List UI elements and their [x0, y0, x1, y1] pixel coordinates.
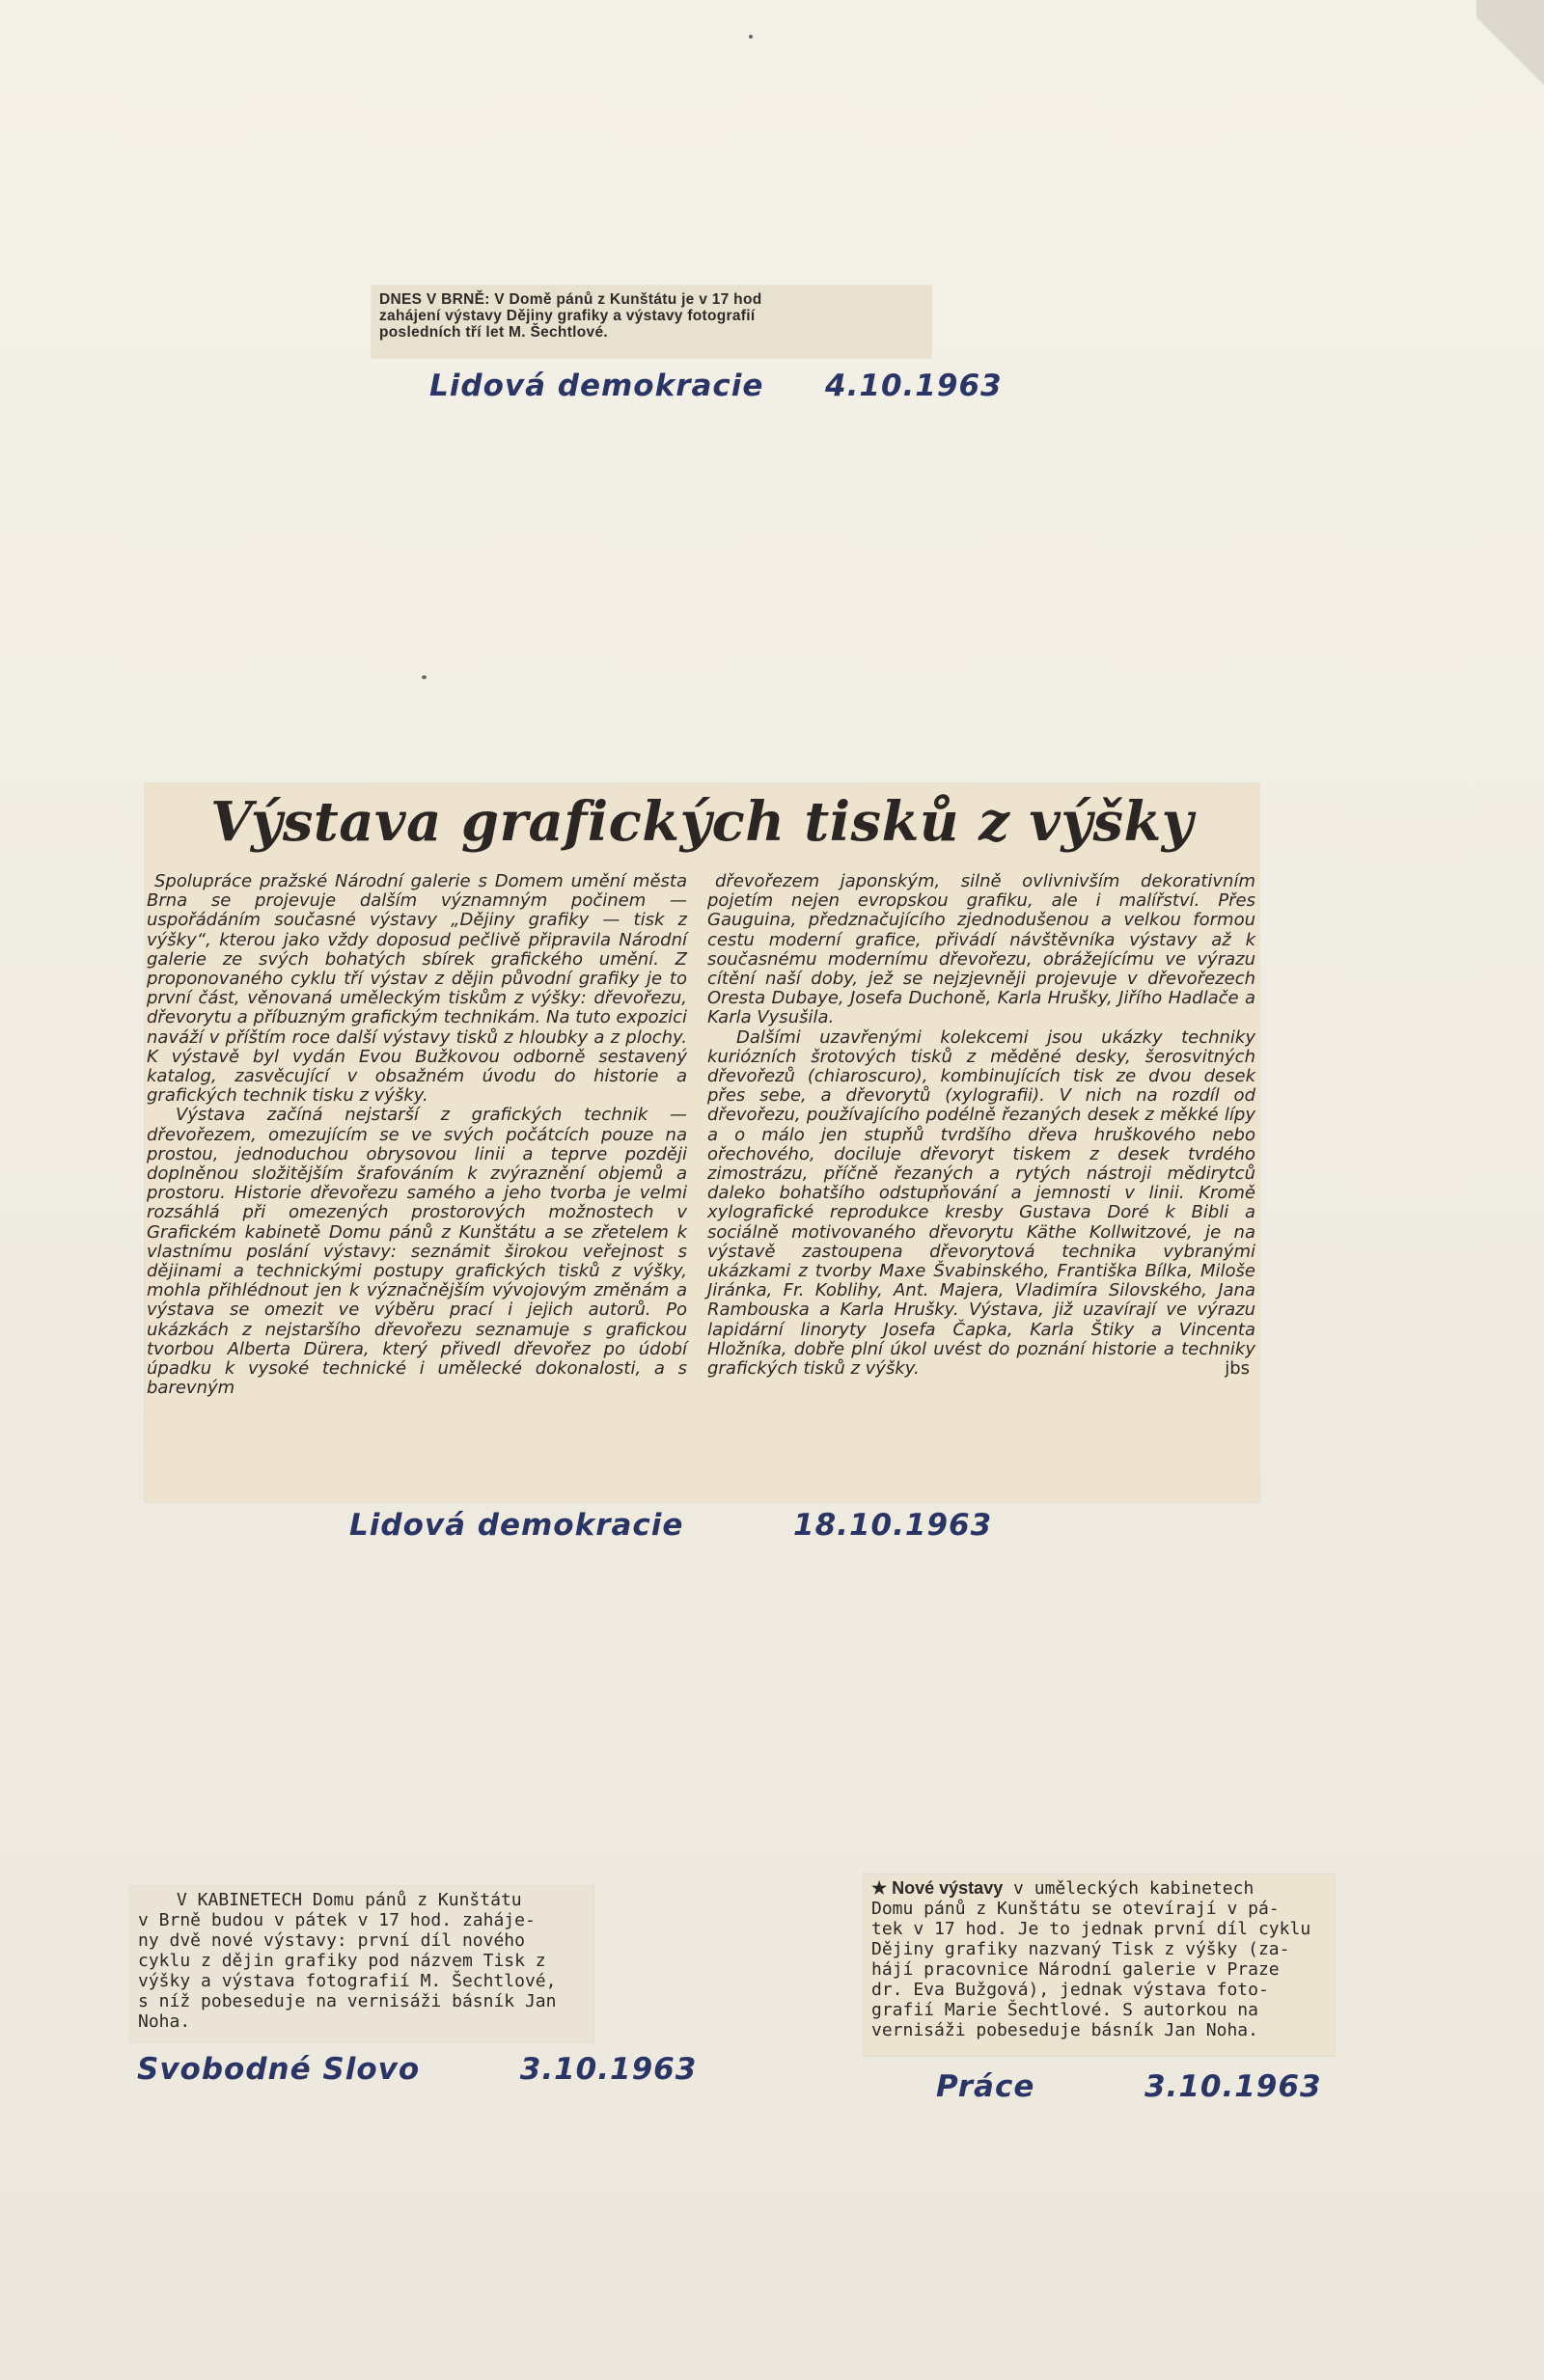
text-line: dr. Eva Bužgová), jednak výstava foto- — [871, 1980, 1269, 2000]
paper-speck — [749, 35, 753, 39]
text-line: výšky a výstava fotografií M. Šechtlové, — [138, 1971, 557, 1991]
article-signature: jbs — [1225, 1358, 1250, 1380]
text-line: V KABINETECH Domu pánů z Kunštátu — [177, 1890, 522, 1910]
article-paragraph — [707, 1028, 1255, 1380]
note-date: 4.10.1963 — [825, 369, 1003, 403]
note-source: Lidová demokracie — [429, 369, 764, 403]
text-line: posledních tří let M. Šechtlové. — [379, 324, 608, 341]
text-line: v Brně budou v pátek v 17 hod. zaháje- — [138, 1910, 536, 1930]
text-line: vernisáži pobeseduje básník Jan Noha. — [871, 2020, 1258, 2040]
article-paragraph: dřevořezem japonským, silně ovlivnivším dekorativním pojetím nejen evropskou grafiku, ale i malířství. Přes Gauguina, předznačujícího zjednodušenou a velkou formou cestu moderní grafice, přivádí návštěvníka výstavy až k současnému modernímu dřevořezu, obrážejícímu ve výrazu cítění naší doby, jež se nejzjevněji projevuje v dřevořezech Oresta Dubaye, Josefa Duchoně, Karla Hrušky, Jiřího Hadlače a Karla Vysušila. — [707, 871, 1255, 1028]
handwritten-source-note — [936, 2069, 1322, 2104]
note-source: Práce — [936, 2069, 1035, 2104]
text-line: grafií Marie Šechtlové. S autorkou na — [871, 2000, 1258, 2020]
text-line: cyklu z dějin grafiky pod názvem Tisk z — [138, 1951, 546, 1971]
clipping-text — [372, 286, 931, 346]
clipping-text — [130, 1886, 593, 2036]
clipping-dnes-v-brne — [372, 286, 931, 358]
handwritten-source-note — [429, 369, 1003, 403]
page-corner-fold — [1476, 0, 1544, 106]
text-line: hájí pracovnice Národní galerie v Praze — [871, 1959, 1280, 1980]
text-line: tek v 17 hod. Je to jednak první díl cyklu — [871, 1919, 1311, 1939]
note-source: Lidová demokracie — [349, 1508, 684, 1543]
text-line: s níž pobeseduje na vernisáži básník Jan — [138, 1991, 557, 2011]
note-date: 3.10.1963 — [1144, 2069, 1322, 2104]
article-paragraph: Spolupráce pražské Národní galerie s Domem umění města Brna se projevuje dalším významným počinem — uspořádáním současné výstavy „Dějiny grafiky — tisk z výšky“, kterou jako vždy doposud pečlivě připravila Národní galerie ze svých bohatých sbírek grafického umění. Z proponovaného cyklu tří výstav z dějin původní grafiky je to první část, věnovaná uměleckým tiskům z výšky: dřevořezu, dřevorytu a příbuzným grafickým technikám. Na tuto expozici naváží v příštím roce další výstavy tisků z hloubky a z plochy. K výstavě byl vydán Evou Bužkovou odborně sestavený katalog, zasvěcující v obsažném úvodu do historie a grafických technik tisku z výšky. — [147, 871, 687, 1107]
article-headline: Výstava grafických tisků z výšky — [210, 790, 1194, 854]
text-line: zahájení výstavy Dějiny grafiky a výstavy fotografií — [379, 308, 756, 324]
text-line: Noha. — [138, 2011, 191, 2032]
text-line: ny dvě nové výstavy: první díl nového — [138, 1930, 525, 1951]
clipping-v-kabinetech — [130, 1886, 593, 2042]
clipping-main-article — [145, 783, 1259, 1502]
clipping-nove-vystavy — [864, 1874, 1335, 2056]
text-fragment: v uměleckých kabinetech — [1003, 1878, 1254, 1899]
paper-speck — [422, 675, 427, 679]
clipping-lead: ★ Nové výstavy — [871, 1878, 1004, 1898]
handwritten-source-note — [349, 1508, 992, 1543]
text-line: Domu pánů z Kunštátu se otevírají v pá- — [871, 1899, 1280, 1919]
text-line: Dějiny grafiky nazvaný Tisk z výšky (za- — [871, 1939, 1290, 1959]
note-date: 18.10.1963 — [793, 1508, 993, 1543]
text-line — [871, 1878, 1327, 1899]
article-paragraph-text: Dalšími uzavřenými kolekcemi jsou ukázky techniky kuriózních šrotových tisků z měděné desky, šerosvitných dřevořezů (chiaroscuro), kombinujících tisk ze dvou desek přes sebe, a dřevorytů (xylografii). V nich na rozdíl od dřevořezu, používajícího podélně řezaných desek z měkké lípy a o málo jen stupňů tvrdšího dřeva hruškového nebo ořechového, dociluje dřevoryt tiskem z desek tvrdého zimostrázu, příčně řezaných a rytých nástroji mědirytců daleko bohatšího odstupňování a jemnosti v linii. Kromě xylografické reprodukce kresby Gustava Doré k Bibli a sociálně motivovaného dřevorytu Käthe Kollwitzové, je na výstavě zastoupena dřevorytová technika vybranými ukázkami z tvorby Maxe Švabinského, Františka Bílka, Miloše Jiránka, Fr. Koblihy, Ant. Majera, Vladimíra Silovského, Jana Rambouska a Karla Hrušky. Výstava, již uzavírají ve výrazu lapidární linoryty Josefa Čapka, Karla Štiky a Vincenta Hložníka, dobře plní úkol uvést do poznání historie a techniky grafických tisků z výšky. — [707, 1026, 1255, 1380]
note-date: 3.10.1963 — [519, 2052, 698, 2087]
text-line: DNES V BRNĚ: V Domě pánů z Kunštátu je v 17 hod — [379, 291, 762, 308]
article-column-left — [147, 872, 687, 1398]
clipping-text — [864, 1874, 1335, 2044]
article-paragraph: Výstava začíná nejstarší z grafických technik — dřevořezem, omezujícím se ve svých počátcích pouze na prostou, jednoduchou obrysovou linii a teprve později doplněnou složitějším šrafováním k zvýraznění objemů a prostoru. Historie dřevořezu samého a jeho tvorba je velmi rozsáhlá při omezených prostorových možnostech v Grafickém kabinetě Domu pánů z Kunštátu a se zřetelem k vlastnímu poslání výstavy: seznámit širokou veřejnost s dějinami a technickými postupy grafických tisků z výšky, mohla přihlédnout jen k význačnějším vývojovým změnám a výstava se omezit ve výběru prací i jejich autorů. Po ukázkách z nejstaršího dřevořezu seznamuje s grafickou tvorbou Alberta Dürera, který přivedl dřevořez po údobí úpadku k vysoké technické i umělecké dokonalosti, a s barevným — [147, 1105, 687, 1399]
article-column-right — [707, 872, 1255, 1379]
note-source: Svobodné Slovo — [137, 2052, 421, 2087]
handwritten-source-note — [137, 2052, 697, 2087]
